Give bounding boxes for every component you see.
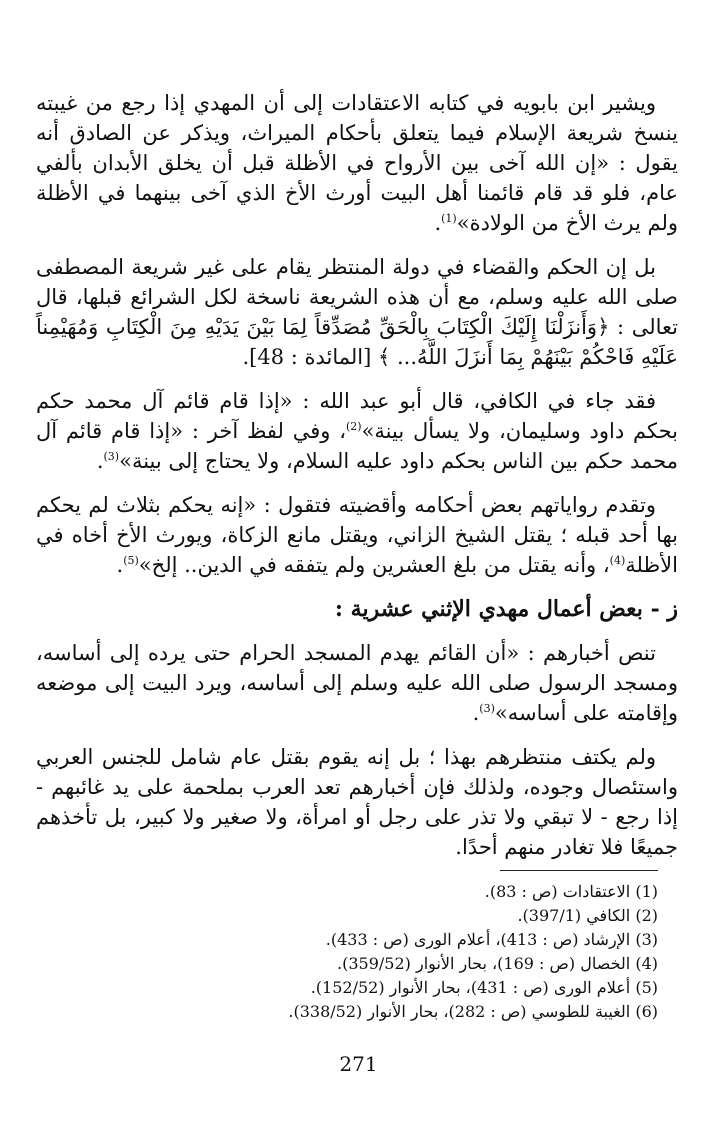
paragraph-1-text: ويشير ابن بابويه في كتابه الاعتقادات إلى أن المهدي إذا رجع من غيبته ينسخ شريعة الإسلام فيما يتعلق بأحكام الميراث، ويذكر عن الصادق أنه يقول : «إن الله آخى بين الأرواح في الأظلة قبل أن يخلق الأبدان بألفي عام، فلو قد قام قائمنا أهل البيت أورث الأخ الذي آخى بينهما في الأظلة ولم يرث الأخ من الولادة» [36, 91, 678, 235]
footnote-ref-2: (2) [345, 420, 362, 433]
paragraph-5: تنص أخبارهم : «أن القائم يهدم المسجد الحرام حتى يرده إلى أساسه، ومسجد الرسول صلى الله عليه وسلم إلى أساسه، ويرد البيت إلى موضعه وإقامته على أساسه»$^{(3)}$. [36, 641, 678, 725]
paragraph-1: ويشير ابن بابويه في كتابه الاعتقادات إلى أن المهدي إذا رجع من غيبته ينسخ شريعة الإسلام فيما يتعلق بأحكام الميراث، ويذكر عن الصادق أنه يقول : «إن الله آخى بين الأرواح في الأظلة قبل أن يخلق الأبدان بألفي عام، فلو قد قام قائمنا أهل البيت أورث الأخ الذي آخى بينهما في الأظلة ولم يرث الأخ من الولادة»$^{(1)}$. [36, 91, 678, 235]
paragraph-4: وتقدم رواياتهم بعض أحكامه وأقضيته فتقول : «إنه يحكم بثلاث لم يحكم بها أحد قبله ؛ يقتل الشيخ الزاني، ويقتل مانع الزكاة، ويورث الأخ أخاه في الأظلة$^{(4)}$، وأنه يقتل من بلغ العشرين ولم يتفقه في الدين.. إلخ»$^{(5)}$. [36, 493, 678, 577]
page-body [36, 88, 678, 876]
footnote-separator [500, 870, 658, 871]
footnote-ref-1: (1) [441, 212, 457, 225]
footnote-ref-3: (3) [103, 450, 120, 463]
page-number: 271 [339, 1052, 378, 1076]
footnote-6: (6) الغيبة للطوسي (ص : 282)، بحار الأنوار (338/52). [288, 1002, 658, 1021]
paragraph-3-tail: ، وفي لفظ آخر : «إذا قام قائم آل محمد حكم بين الناس بحكم داود عليه السلام، ولا يحتاج إلى بينة» [36, 419, 678, 473]
footnote-3: (3) الإرشاد (ص : 413)، أعلام الورى (ص : 433). [325, 930, 658, 949]
footnote-ref-6: (3) [479, 702, 495, 715]
paragraph-3-text: فقد جاء في الكافي، قال أبو عبد الله : «إذا قام قائم آل محمد حكم بحكم داود وسليمان، ولا يسأل بينة» [36, 389, 678, 443]
paragraph-4-text: وتقدم رواياتهم بعض أحكامه وأقضيته فتقول : «إنه يحكم بثلاث لم يحكم بها أحد قبله ؛ يقتل الشيخ الزاني، ويقتل مانع الزكاة، ويورث الأخ أخاه في الأظلة [36, 493, 678, 577]
footnote-4: (4) الخصال (ص : 169)، بحار الأنوار (359/52). [337, 954, 658, 973]
footnote-5: (5) أعلام الورى (ص : 431)، بحار الأنوار (152/52). [310, 978, 658, 997]
paragraph-6-text: ولم يكتف منتظرهم بهذا ؛ بل إنه يقوم بقتل عام شامل للجنس العربي واستئصال وجوده، ولذلك فإن أخبارهم تعد العرب بملحمة على يد غائبهم - إذا رجع - لا تبقي ولا تذر على رجل أو امرأة، ولا صغير ولا كبير، بل تأخذهم جميعًا فلا تغادر منهم أحدًا. [36, 745, 678, 859]
footnotes [36, 880, 658, 1024]
paragraph-6 [36, 742, 678, 862]
footnote-ref-4: (4) [609, 554, 626, 567]
footnote-2: (2) الكافي (397/1). [517, 906, 658, 925]
footnote-1: (1) الاعتقادات (ص : 83). [484, 882, 658, 901]
section-heading: ز - بعض أعمال مهدي الإثني عشرية : [334, 596, 678, 622]
paragraph-5-text: تنص أخبارهم : «أن القائم يهدم المسجد الحرام حتى يرده إلى أساسه، ومسجد الرسول صلى الله عليه وسلم إلى أساسه، ويرد البيت إلى موضعه وإقامته على أساسه» [36, 641, 678, 725]
paragraph-2-text: بل إن الحكم والقضاء في دولة المنتظر يقام على غير شريعة المصطفى صلى الله عليه وسلم، مع أن هذه الشريعة ناسخة لكل الشرائع قبلها، قال تعالى : ﴿وَأَنزَلْنَا إِلَيْكَ الْكِتَابَ بِالْحَقِّ مُصَدِّقاً لِمَا بَيْنَ يَدَيْهِ مِنَ الْكِتَابِ وَمُهَيْمِناً عَلَيْهِ فَاحْكُمْ بَيْنَهُمْ بِمَا أَنزَلَ اللَّهُ... ﴾ [المائدة : 48]. [36, 255, 678, 369]
paragraph-3: فقد جاء في الكافي، قال أبو عبد الله : «إذا قام قائم آل محمد حكم بحكم داود وسليمان، ولا يسأل بينة»$^{(2)}$، وفي لفظ آخر : «إذا قام قائم آل محمد حكم بين الناس بحكم داود عليه السلام، ولا يحتاج إلى بينة»$^{(3)}$. [36, 389, 678, 473]
paragraph-4-tail: ، وأنه يقتل من بلغ العشرين ولم يتفقه في الدين.. إلخ» [138, 553, 610, 577]
paragraph-2 [36, 252, 678, 372]
footnote-ref-5: (5) [123, 554, 139, 567]
